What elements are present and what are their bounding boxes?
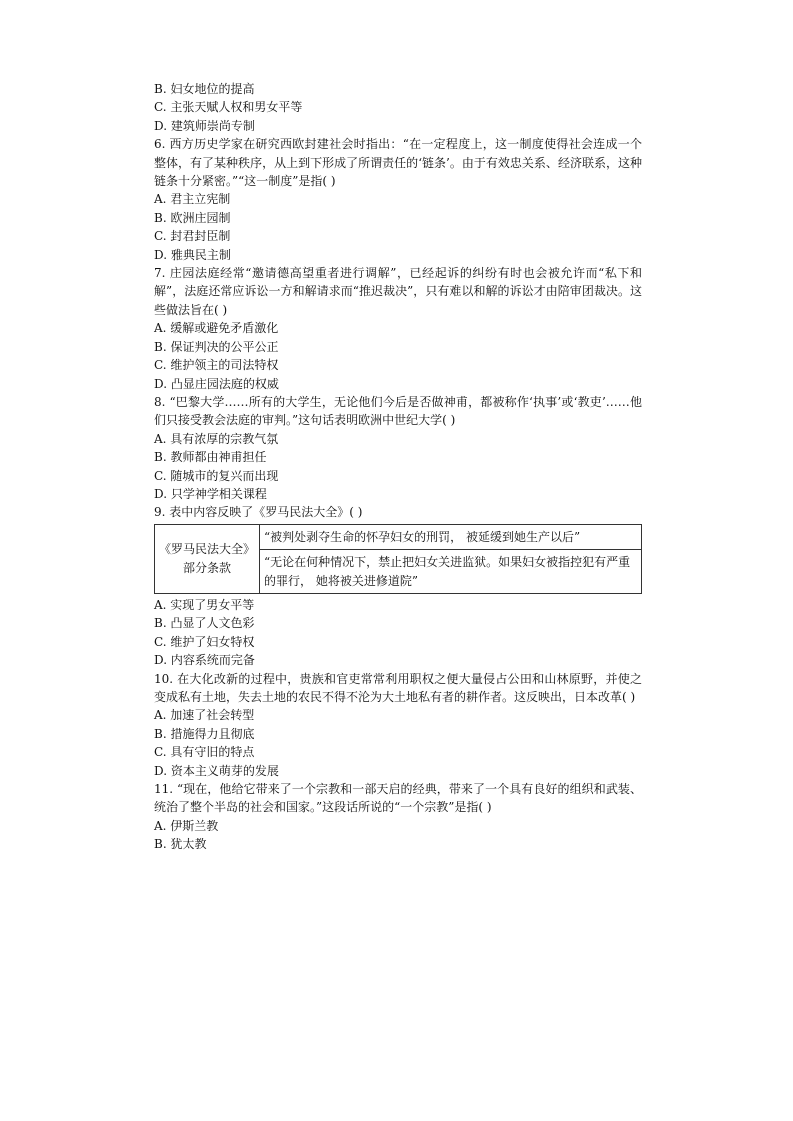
option-a: A. 缓解或避免矛盾激化 [154,321,279,336]
option-d: D. 凸显庄园法庭的权威 [154,376,279,391]
question-8 [154,393,642,503]
table-cell: “无论在何种情况下，禁止把妇女关进监狱。如果妇女被指控犯有严重的罪行， 她将被关进修道院” [260,550,642,594]
question-content [154,80,642,854]
option-c: C. 维护了妇女特权 [154,634,255,649]
table-row [155,524,642,549]
question-9 [154,503,642,669]
option-d: D. 内容系统而完备 [154,653,255,668]
question-stem: 10. 在大化改新的过程中，贵族和官吏常常利用职权之便大量侵占公田和山林原野，并使之变成私有土地，失去土地的农民不得不沦为大土地私有者的耕作者。这反映出，日本改革( ) [154,671,642,704]
option-a: A. 君主立宪制 [154,192,231,207]
option-a: A. 伊斯兰教 [154,818,219,833]
question-7 [154,264,642,393]
option-d: D. 建筑师崇尚专制 [154,118,255,133]
option-a: A. 具有浓厚的宗教气氛 [154,431,279,446]
question-stem: 8. “巴黎大学……所有的大学生，无论他们今后是否做神甫，都被称作‘执事’或‘教吏’……他们只接受教会法庭的审判。”这句话表明欧洲中世纪大学( ) [154,394,642,428]
question-stem: 9. 表中内容反映了《罗马民法大全》( ) [154,505,363,520]
option-b: B. 凸显了人文色彩 [154,616,255,631]
clauses-table [154,524,642,594]
question-stem: 6. 西方历史学家在研究西欧封建社会时指出：“在一定程度上，这一制度使得社会连成一个整体，有了某种秩序，从上到下形成了所谓责任的‘链条’。由于有效忠关系、经济联系，这种链条十分紧密。”“这一制度”是指( ) [154,137,642,189]
option-c: C. 主张天赋人权和男女平等 [154,100,303,115]
question-11 [154,780,642,854]
option-c: C. 封君封臣制 [154,229,231,244]
question-stem: 11. “现在，他给它带来了一个宗教和一部天启的经典，带来了一个具有良好的组织和武装、统治了整个半岛的社会和国家。”这段话所说的“一个宗教”是指( ) [154,782,642,815]
option-c: C. 维护领主的司法特权 [154,358,279,373]
option-d: D. 雅典民主制 [154,247,231,262]
option-c: C. 具有守旧的特点 [154,745,255,760]
option-b: B. 教师都由神甫担任 [154,450,267,465]
option-b: B. 措施得力且彻底 [154,726,255,741]
prev-question-options [154,80,642,135]
option-b: B. 犹太教 [154,837,207,852]
table-label-cell: 《罗马民法大全》部分条款 [155,524,260,593]
option-c: C. 随城市的复兴而出现 [154,468,279,483]
option-d: D. 资本主义萌芽的发展 [154,763,279,778]
question-6 [154,135,642,264]
question-10 [154,670,642,780]
option-a: A. 加速了社会转型 [154,708,255,723]
table-cell: “被判处剥夺生命的怀孕妇女的刑罚， 被延缓到她生产以后” [260,524,642,549]
option-b: B. 妇女地位的提高 [154,82,255,96]
question-stem: 7. 庄园法庭经常“邀请德高望重者进行调解”，已经起诉的纠纷有时也会被允许而“私下和解”，法庭还常应诉讼一方和解请求而“推迟裁决”，只有难以和解的诉讼才由陪审团裁决。这些做法旨在( ) [154,266,642,317]
option-a: A. 实现了男女平等 [154,597,255,612]
option-b: B. 保证判决的公平公正 [154,339,279,354]
option-b: B. 欧洲庄园制 [154,210,231,225]
option-d: D. 只学神学相关课程 [154,486,267,501]
